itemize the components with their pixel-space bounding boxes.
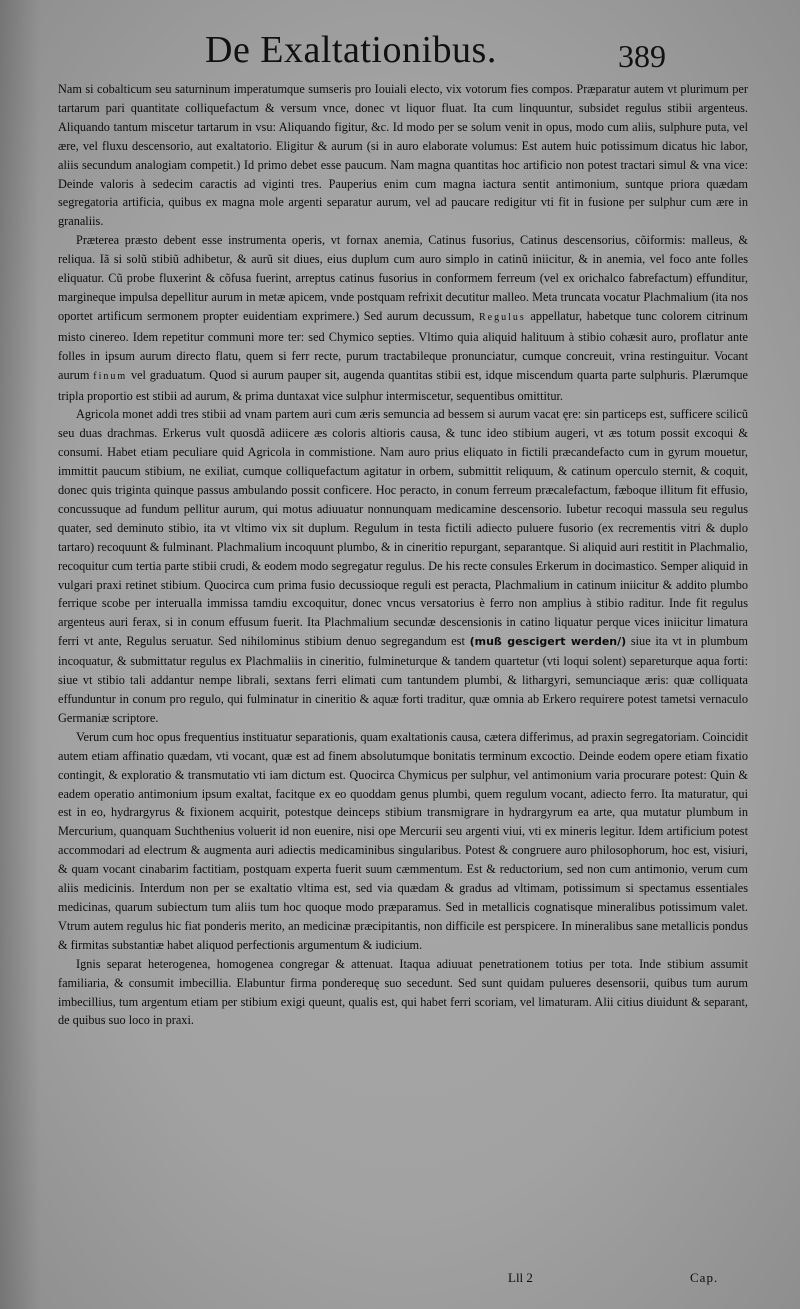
page-header: [0, 28, 800, 72]
german-blackletter-phrase: (muß gescigert werden/): [469, 635, 627, 649]
page-footer: [0, 1270, 800, 1294]
signature-mark: Lll 2: [508, 1270, 533, 1285]
paragraph-2-part-3: vel graduatum. Quod si aurum pauper sit, augenda quantitas stibii est, idque miscendum quarta parte sulphuris. Plærumque tripla proportio est stibii ad aurum, & prima duntaxat vice sulphur intermiscetur, sequentibus omittitur.: [58, 367, 748, 403]
paragraph-3: [58, 405, 748, 727]
body-text: [58, 80, 748, 1030]
page-number: 389: [618, 38, 666, 74]
paragraph-5: Ignis separat heterogenea, homogenea congregar & attenuat. Itaqua adiuuat penetrationem totius per tota. Inde stibium assumit familiaria, & consumit imbecillia. Elabuntur firma ponderequę suo secedunt. Sed sunt quidam pulueres desensorii, quibus tum aurum imbecillius, tum argentum etiam per stibium exigi queunt, qualis est, qui habet ferri scoriam, vel limaturam. Alii citius diuidunt & separant, de quibus suo loco in praxi.: [58, 956, 748, 1028]
paragraph-3-part-1: Agricola monet addi tres stibii ad vnam partem auri cum æris semuncia ad bessem si aurum vacat ęre: sin particeps est, sufficere scilicũ seu duas drachmas. Erkerus vult quosdã adiicere æs coloris altioris causa, & tunc ideo stibium augeri, vt æs totum possit excoqui & consumi. Habet etiam peculiare quid Agricola in commistione. Nam auro prius eliquato in fictili præcandefacto cum in gyrum mouetur, immittit paucum stibium, ne exiliat, cumque colliquefactum agitatur in orbem, submittit reliquum, & catinum operculo sternit, & coquit, donec quis triginta quinque passus ambulando possit conficere. Hoc peracto, in conum ferreum præcalefactum, fæboque illitum fit effusio, concussuque ad fundum pellitur aurum, qui motus adiuuatur nonnunquam medicamine descensorio. Iubetur recoqui massula seu regulus quater, sed deminuto stibio, ita vt vltimo vix sit duplum. Regulum in testa fictili adiecto puluere fusorio (ex recrementis vitri & duplo tartaro) recoquunt & fulminant. Plachmalium incoquunt plumbo, & in cineritio repurgant, separantque. Si aliquid auri restitit in Plachmalio, recoquitur cum tertia parte stibii crudi, & eodem modo segregatur regulus. De his recte consules Erkerum in docimastico. Semper aliquid in vulgari praxi retinet stibium. Quocirca cum prima fusio decussioque reguli est peracta, Plachmalium in catinum iniicitur & addito plumbo ferrique scobe per interualla immissa tamdiu excoquitur, donec vncus versatorius è ferro non amplius à stibio raditur. Inde fit regulus argenteus auri ferax, si in conum effusum fuerit. Ita Plachmalium secundæ descensionis in catino liquatur perque vices iniicitur limatura ferri vt ante, Regulus seruatur. Sed nihilominus stibium denuo segregandum est: [58, 407, 748, 649]
paragraph-3-part-2: siue ita vt in plumbum incoquatur, & submittatur regulus ex Plachmaliis in cineritio, fulmineturque & tandem quartetur (vti loqui solent) separeturque aqua forti: siue vt stibio tali addantur nempe librali, sextans ferri elimati cum tantundem plumbi, & lithargyri, semunciaque æris: quæ colliquata effunduntur in conum pro regulo, qui fulminatur in cineritio & aquæ forti traditur, quæ omnia ab Erkero requirere potest tametsi vernaculo Germaniæ scriptore.: [58, 634, 748, 725]
catchword: Cap.: [690, 1270, 719, 1285]
paragraph-2: [58, 231, 748, 405]
paragraph-2-part-1: Præterea præsto debent esse instrumenta operis, vt fornax anemia, Catinus fusorius, Catinus descensorius, cõiformis: malleus, & reliqua. Iã si solũ stibiũ adhibetur, & aurũ sit diues, eius duplum cum auro simplo in catinũ iniicitur, & in anemia, vel foco ante folles eliquatur. Cũ probe fluxerint & cõfusa fuerint, arreptus catinus fusorius in conformem ferreum (vel ex orichalco fabrefactum) effunditur, margineque impulsa depellitur aurum in metæ apicem, vnde postquam refrixit decutitur malleo. Meta truncata vocatur Plachmalium (ita nos oportet artificum sermonem propter euidentiam exprimere.) Sed aurum decussum,: [58, 233, 748, 323]
paragraph-1: Nam si cobalticum seu saturninum imperatumque sumseris pro Iouiali electo, vix votorum fies compos. Præparatur autem vt plurimum per tartarum pari quantitate colliquefactum & versum vnce, donec vt liquor fluat. Ita cum linquuntur, subsidet regulus stibii argenteus. Aliquando tantum miscetur tartarum in vsu: Aliquando figitur, &c. Id modo per se solum venit in opus, modo cum aliis, sulphure puta, vel ære, vel fluxu descensorio, aut exaltatorio. Eligitur & aurum (si in auro elaborate volumus: Est autem huic potissimum dicatus hic labor, aliis secundum analogiam competit.) Id primo debet esse paucum. Nam magna quantitas hoc artificio non potest tractari simul & vna vice: Deinde valoris à sedecim caractis ad viginti tres. Pauperius enim cum magna iactura sentit antimonium, suntque priora quædam segregatoria artificia, quibus ex magna mole argenti separatur aurum, vel ad paucare redigitur vti fit in fusione per sulphur cum ære in granaliis.: [58, 82, 748, 229]
running-title: De Exaltationibus.: [205, 29, 497, 71]
paragraph-4: Verum cum hoc opus frequentius instituatur separationis, quam exaltationis causa, cætera differimus, ad praxin segregatoriam. Coincidit autem etiam affinatio quædam, vti vocant, quæ est ad finem absolutumque bonitatis terminum excoctio. Deinde eodem opere etiam fixatio contingit, & exploratio & transmutatio vti iam dictum est. Quocirca Chymicus per sulphur, vel antimonium varia procurare potest: Quin & eadem operatio antimonium ipsum exaltat, facitque ex eo quoddam genus plumbi, quem regulum vocant, adiecto ferro. Ita maturatur, qui est in eo, hydrargyrus & fixionem acquirit, potestque deinceps stibium transmigrare in hydrargyrum ea arte, qua mutatur plumbum in Mercurium, quanquam Suchthenius voluerit id non euenire, nisi ope Mercurii seu argenti viui, vti ex mineris legitur. Idem artificium potest accommodari ad electrum & augmenta auri adiectis medicaminibus singularibus. Potest & congruere auro philosophorum, hoc est, visiuri, & quam vocant cinabarim factitiam, postquam experta fuerit suum cæmmentum. Est & reductorium, sed non cum antimonio, verum cum aliis medicinis. Interdum non per se exaltatio vltima est, sed via quædam & gradus ad vltimam, potissimum si spectamus essentiales medicinas, quarum subiectum tum aliis tum hoc quoque modo præparamus. Sed in metallicis cognatisque mineralibus potissimum valet. Vtrum autem regulus hic fiat ponderis merito, an medicinæ præcipitantis, non difficile est perspicere. In mineralibus sane metallicis pondus & firmitas substantiæ habet aliquod perfectionis argumentum & iudicium.: [58, 729, 748, 952]
page-shadow: [0, 0, 40, 1309]
finum-smallcaps: finum: [93, 370, 128, 382]
paragraph-2-part-2: appellatur, habetque tunc colorem citrinum misto cinereo. Idem repetitur communi more ter: sed Chymico septies. Vltimo quia aliquid halituum à stibio cohæsit auro, proflatur ante folles in ipsum aurum directo flatu, quem si ferr recte, purum tractabileque pronunciatur, cumque concreuit, vrina restinguitur. Vocant aurum: [58, 308, 748, 382]
regulus-smallcaps: Regulus: [479, 311, 526, 323]
